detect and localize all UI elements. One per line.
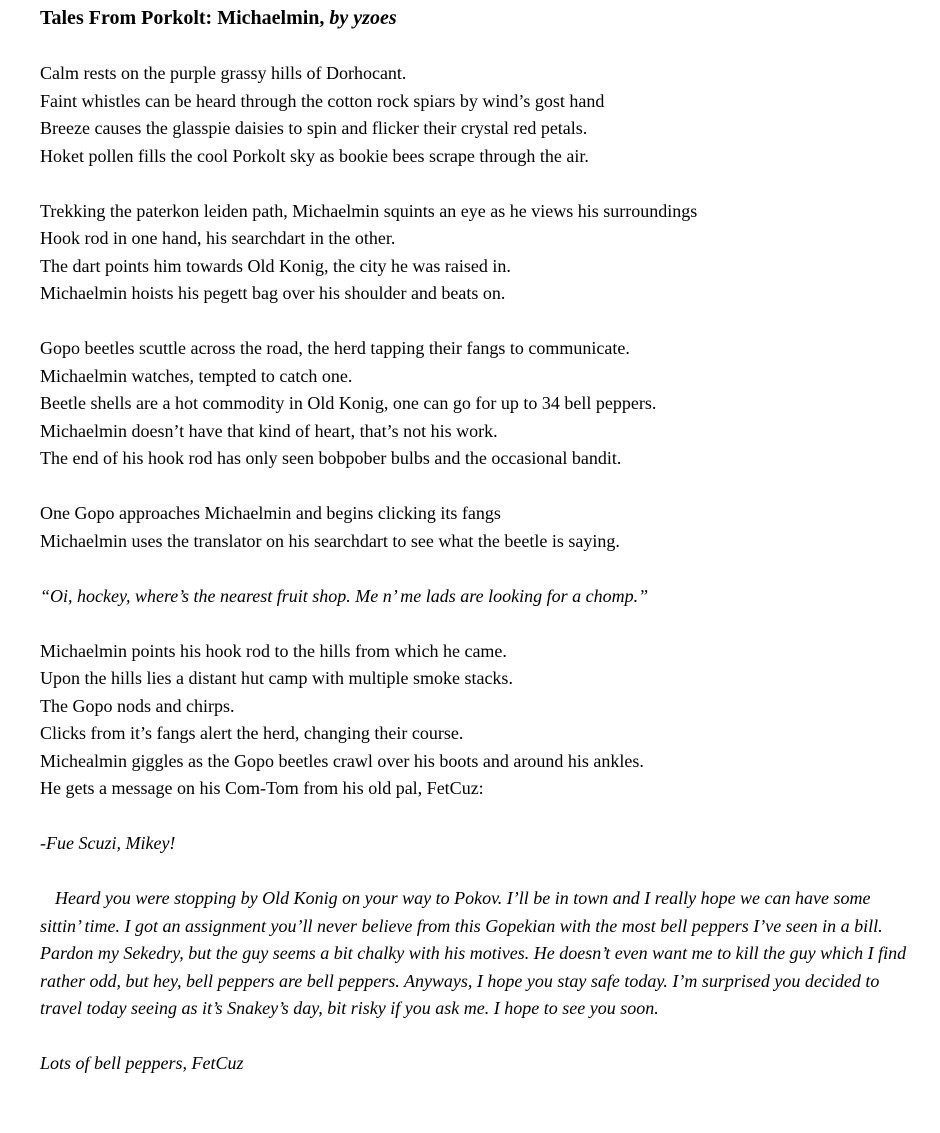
quote-line: “Oi, hockey, where’s the nearest fruit shop. Me n’ me lads are looking for a chomp.”	[40, 585, 649, 606]
poem-line: Breeze causes the glasspie daisies to spin and flicker their crystal red petals.	[40, 118, 588, 138]
poem-line: Michealmin giggles as the Gopo beetles crawl over his boots and around his ankles.	[40, 750, 644, 771]
title-main: Tales From Porkolt: Michaelmin,	[40, 7, 330, 29]
poem-line: Upon the hills lies a distant hut camp with multiple smoke stacks.	[40, 668, 513, 688]
blank-line	[40, 33, 912, 61]
poem-line: Michaelmin watches, tempted to catch one.	[40, 365, 353, 386]
blank-line	[40, 803, 912, 831]
poem-line: Michaelmin points his hook rod to the hills from which he came.	[40, 640, 507, 661]
poem-line: He gets a message on his Com-Tom from his old pal, FetCuz:	[40, 778, 484, 798]
poem-line: Trekking the paterkon leiden path, Michaelmin squints an eye as he views his surroundings	[40, 200, 698, 221]
blank-line	[40, 858, 912, 886]
poem-line: Gopo beetles scuttle across the road, the herd tapping their fangs to communicate.	[40, 338, 630, 358]
blank-line	[40, 170, 912, 198]
poem-line: Michaelmin uses the translator on his searchdart to see what the beetle is saying.	[40, 530, 620, 551]
poem-line: Faint whistles can be heard through the cotton rock spiars by wind’s gost hand	[40, 90, 605, 111]
poem-line: The Gopo nods and chirps.	[40, 695, 235, 716]
poem-line: Michaelmin hoists his pegett bag over his shoulder and beats on.	[40, 283, 506, 303]
poem-line: Clicks from it’s fangs alert the herd, changing their course.	[40, 723, 464, 743]
document-body	[40, 33, 912, 1078]
poem-line: The end of his hook rod has only seen bobpober bulbs and the occasional bandit.	[40, 448, 622, 468]
title-author: by yzoes	[329, 7, 397, 29]
poem-line: Calm rests on the purple grassy hills of Dorhocant.	[40, 63, 407, 83]
blank-line	[40, 308, 912, 336]
blank-line	[40, 610, 912, 638]
poem-line: The dart points him towards Old Konig, the city he was raised in.	[40, 255, 511, 276]
letter-body: Heard you were stopping by Old Konig on your way to Pokov. I’ll be in town and I really hope we can have some sittin’ time. I got an assignment you’ll never believe from this Gopekian with the most bell peppers I’ve seen in a bill. Pardon my Sekedry, but the guy seems a bit chalky with his motives. He doesn’t even want me to kill the guy which I find rather odd, but hey, bell peppers are bell peppers. Anyways, I hope you stay safe today. I’m surprised you decided to travel today seeing as it’s Snakey’s day, bit risky if you ask me. I hope to see you soon.	[40, 888, 907, 1018]
poem-line: One Gopo approaches Michaelmin and begins clicking its fangs	[40, 503, 501, 523]
blank-line	[40, 555, 912, 583]
document-title	[40, 5, 912, 33]
poem-line: Hook rod in one hand, his searchdart in the other.	[40, 228, 396, 248]
blank-line	[40, 473, 912, 501]
letter-greeting: -Fue Scuzi, Mikey!	[40, 833, 176, 853]
poem-line: Hoket pollen fills the cool Porkolt sky as bookie bees scrape through the air.	[40, 145, 589, 166]
blank-line	[40, 1023, 912, 1051]
poem-line: Michaelmin doesn’t have that kind of heart, that’s not his work.	[40, 420, 498, 441]
poem-line: Beetle shells are a hot commodity in Old Konig, one can go for up to 34 bell peppers.	[40, 393, 657, 413]
letter-signoff: Lots of bell peppers, FetCuz	[40, 1053, 244, 1073]
